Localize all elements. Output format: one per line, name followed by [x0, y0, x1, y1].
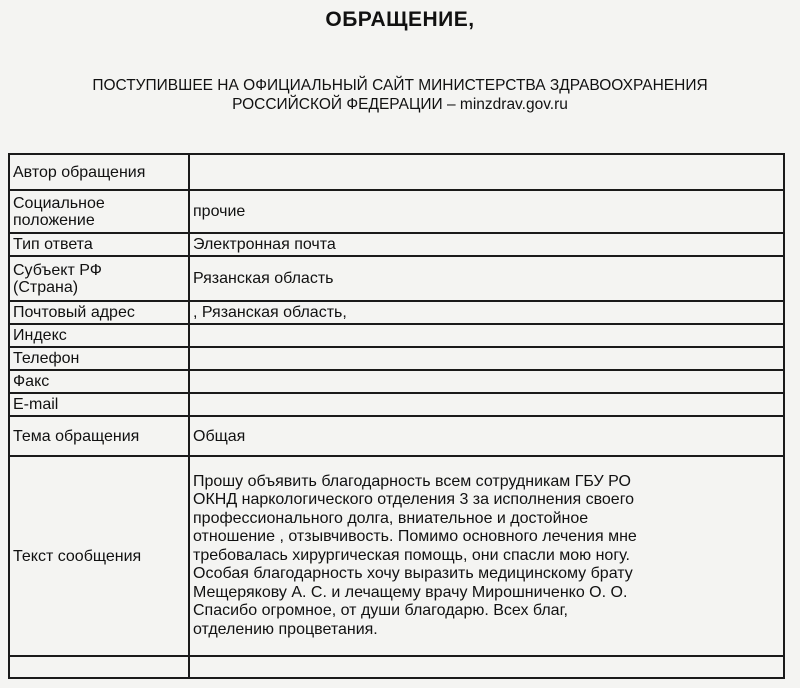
email-value [189, 393, 784, 416]
row-index [9, 324, 784, 347]
message-line: профессионального долга, вниательное и достойное [193, 509, 589, 527]
phone-label: Телефон [9, 347, 189, 370]
row-region [9, 256, 784, 301]
message-line: ОКНД наркологического отделения 3 за исполнения своего [193, 491, 635, 509]
fax-value [189, 370, 784, 393]
message-label: Текст сообщения [9, 456, 189, 656]
message-line: отношение , отзывчивость. Помимо основного лечения мне [193, 528, 637, 546]
cut-off-label [9, 656, 189, 678]
response-type-label: Тип ответа [9, 233, 189, 256]
message-line: Спасибо огромное, от души благодарю. Всех благ, [193, 602, 568, 620]
topic-value: Общая [189, 416, 784, 456]
message-line: Мещерякову А. С. и лечащему врачу Мирошниченко О. О. [193, 583, 628, 601]
message-line: требовалась хирургическая помощь, они спасли мою ногу. [193, 546, 630, 564]
appeal-form-table [8, 153, 785, 679]
document-subtitle [0, 76, 800, 114]
row-phone [9, 347, 784, 370]
row-author [9, 154, 784, 190]
social-status-value: прочие [189, 190, 784, 233]
phone-value [189, 347, 784, 370]
message-line: Прошу объявить благодарность всем сотрудникам ГБУ РО [193, 472, 631, 490]
row-message [9, 456, 784, 656]
row-response-type [9, 233, 784, 256]
label-line: положение [13, 211, 95, 229]
index-label: Индекс [9, 324, 189, 347]
fax-label: Факс [9, 370, 189, 393]
row-postal-address [9, 301, 784, 324]
row-social-status [9, 190, 784, 233]
subtitle-line: РОССИЙСКОЙ ФЕДЕРАЦИИ – minzdrav.gov.ru [232, 96, 568, 113]
document-title: ОБРАЩЕНИЕ, [325, 8, 475, 31]
social-status-label [9, 190, 189, 233]
label-line: Социальное [13, 194, 105, 212]
row-topic [9, 416, 784, 456]
message-line: Особая благодарность хочу выразить медицинскому брату [193, 565, 633, 583]
row-cut-off [9, 656, 784, 678]
subtitle-line: ПОСТУПИВШЕЕ НА ОФИЦИАЛЬНЫЙ САЙТ МИНИСТЕРСТВА ЗДРАВООХРАНЕНИЯ [92, 77, 708, 94]
author-label: Автор обращения [9, 154, 189, 190]
region-label [9, 256, 189, 301]
index-value [189, 324, 784, 347]
response-type-value: Электронная почта [189, 233, 784, 256]
region-value: Рязанская область [189, 256, 784, 301]
topic-label: Тема обращения [9, 416, 189, 456]
message-text [189, 456, 784, 656]
message-line: отделению процветания. [193, 620, 378, 638]
cut-off-value [189, 656, 784, 678]
postal-address-value: , Рязанская область, [189, 301, 784, 324]
row-email [9, 393, 784, 416]
author-value [189, 154, 784, 190]
label-line: (Страна) [13, 278, 79, 296]
email-label: E-mail [9, 393, 189, 416]
row-fax [9, 370, 784, 393]
postal-address-label: Почтовый адрес [9, 301, 189, 324]
label-line: Субъект РФ [13, 261, 102, 279]
